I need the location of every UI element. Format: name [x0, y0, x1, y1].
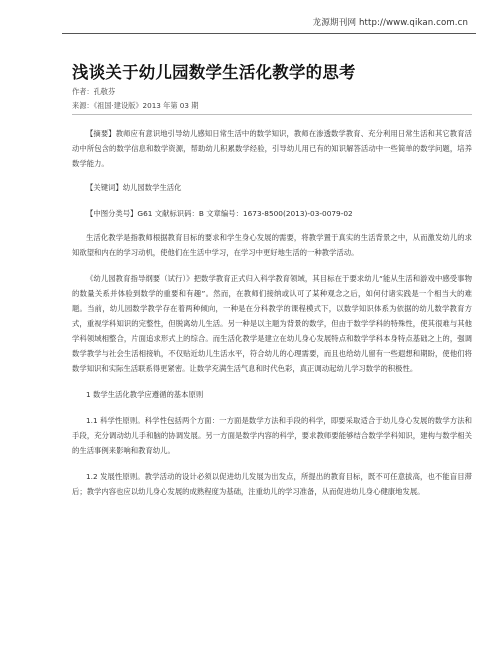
article-title: 浅谈关于幼儿园数学生活化教学的思考 — [72, 63, 356, 82]
body-paragraph: 1.1 科学性原则。科学性包括两个方面：一方面是数学方法和手段的科学，即要采取适合于幼儿身心发展的数学方法和手段，充分调动幼儿手和脑的协调发展。另一方面是数学内容的科学，要求教师要能够结合数学学科知识，建构与数学相关的生活事例来影响和教育幼儿。 — [72, 416, 472, 455]
header-site-text: 龙源期刊网 http://www.qikan.com.cn — [312, 18, 468, 28]
abstract: 【摘要】教师应有意识地引导幼儿感知日常生活中的数学知识，教师在渗透数学教育、充分利用日常生活和其它教育活动中所包含的数学信息和数学资源，帮助幼儿积累数学经验，引导幼儿用已有的知识解答活动中一些简单的数学问题，培养数学能力。 — [72, 129, 472, 168]
body-paragraph: 1.2 发展性原则。教学活动的设计必须以促进幼儿发展为出发点，所提出的教育目标，既不可任意拔高，也不能盲目滞后；教学内容也应以幼儿身心发展的成熟程度为基础，注重幼儿的学习准备，从而促进幼儿身心健康地发展。 — [72, 472, 472, 496]
body-paragraph: 《幼儿园教育指导纲要（试行）》把数学教育正式归入科学教育领域，其目标在于要求幼儿“能从生活和游戏中感受事物的数量关系并体验到数学的重要和有趣”。然而，在教师们接纳或认可了某种观念之后，如何付诸实践是一个相当大的难题。当前，幼儿园数学教学存在着两种倾向，一种是在分科教学的课程模式下，以数学知识体系为依据的幼儿数学教育方式，重视学科知识的完整性，但脱离幼儿生活。另一种是以主题为背景的数学，但由于数学学科的特殊性，使其很难与其他学科领域相整合，片面追求形式上的综合。而生活化教学是建立在幼儿身心发展特点和数学学科本身特点基础之上的，强调数学教学与社会生活相接轨，不仅贴近幼儿生活水平，符合幼儿的心理需要，而且也给幼儿留有一些遐想和期盼，使他们将数学知识和实际生活联系得更紧密。让数学充满生活气息和时代色彩，真正调动起幼儿学习数学的积极性。 — [72, 274, 472, 373]
header-divider — [62, 33, 476, 34]
body-paragraph: 生活化教学是指教师根据教育目标的要求和学生身心发展的需要，将教学置于真实的生活背景之中，从而激发幼儿的求知欲望和内在的学习动机，使他们在生活中学习，在学习中更好地生活的一种教学活动。 — [72, 233, 472, 257]
keywords: 【关键词】幼儿园数学生活化 — [86, 183, 182, 192]
source-line: 来源：《祖国·建设版》2013 年第 03 期 — [72, 101, 199, 110]
section-heading: 1 数学生活化教学应遵循的基本原则 — [86, 390, 204, 399]
classification-line: 【中图分类号】G61 文献标识码：B 文章编号：1673-8500(2013)-03-0079-02 — [86, 209, 353, 218]
article-body — [72, 230, 472, 510]
meta-divider — [72, 114, 472, 115]
author-line: 作者：孔敬芬 — [72, 87, 116, 96]
